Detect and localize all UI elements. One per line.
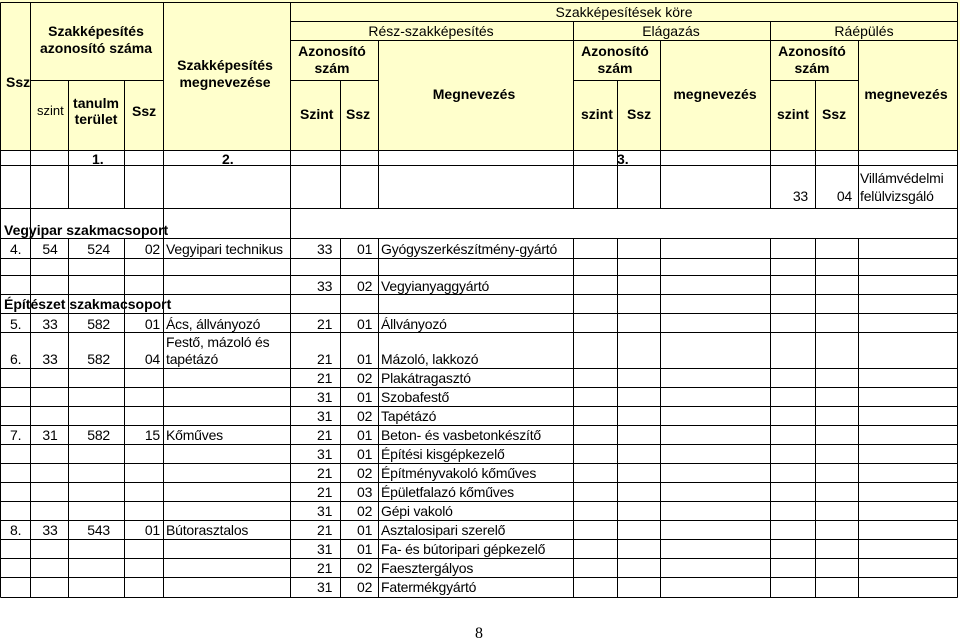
- section-vegyipar: Vegyipar szakmacsoport: [4, 222, 169, 238]
- row-8-terulet: 543: [87, 522, 110, 538]
- header-azonosito-line2: azonosító száma: [39, 40, 153, 56]
- header-resz-azonosito-line2: szám: [314, 60, 350, 76]
- row-5-resz-ssz: 01: [357, 316, 373, 332]
- row-4b-resz-ssz: 02: [357, 278, 373, 294]
- row-6-name-line1: Festő, mázoló és: [166, 334, 270, 350]
- header-resz: Rész-szakképesítés: [368, 23, 494, 39]
- row-6c-resz-ssz: 01: [357, 389, 373, 405]
- row-7-sorsz: 15: [144, 427, 160, 443]
- row-4-terulet: 524: [87, 241, 110, 257]
- row-6-resz-szint: 21: [317, 351, 333, 367]
- row-7d-resz-szint: 21: [317, 484, 333, 500]
- row-5-ssz: 5.: [10, 316, 22, 332]
- row-4-name: Vegyipari technikus: [166, 241, 283, 257]
- row-7-resz-ssz: 01: [357, 427, 373, 443]
- row-8b-resz-szint: 31: [317, 541, 333, 557]
- row-8c-resz-ssz: 02: [357, 560, 373, 576]
- header-raep-szint: szint: [777, 106, 809, 122]
- row-4-resz-name: Gyógyszerkészítmény-gyártó: [381, 241, 558, 257]
- row-7c-resz-name: Építményvakoló kőműves: [381, 465, 537, 481]
- row-7b-resz-szint: 31: [317, 446, 333, 462]
- row-8-ssz: 8.: [10, 522, 22, 538]
- row-5-resz-name: Állványozó: [381, 316, 447, 332]
- row-7c-resz-szint: 21: [317, 465, 333, 481]
- header-resz-megnevezes: Megnevezés: [432, 86, 516, 102]
- row-7-szint: 31: [42, 427, 58, 443]
- row-6c-resz-szint: 31: [317, 389, 333, 405]
- row-7b-resz-ssz: 01: [357, 446, 373, 462]
- row-6-terulet: 582: [87, 351, 110, 367]
- row-7b-resz-name: Építési kisgépkezelő: [381, 446, 505, 462]
- row-4-ssz: 4.: [10, 241, 22, 257]
- colnum-2: 2.: [222, 151, 234, 167]
- header-elagazas: Elágazás: [642, 23, 700, 39]
- raepules-name-line1: Villámvédelmi: [860, 170, 944, 186]
- header-resz-szint: Szint: [300, 106, 334, 122]
- row-8b-resz-name: Fa- és bútoripari gépkezelő: [381, 541, 546, 557]
- row-4-szint: 54: [42, 241, 58, 257]
- header-raep-azonosito-line2: szám: [794, 60, 830, 76]
- row-7e-resz-szint: 31: [317, 503, 333, 519]
- row-8c-resz-name: Faesztergályos: [381, 560, 474, 576]
- row-5-szint: 33: [42, 316, 58, 332]
- row-7d-resz-ssz: 03: [357, 484, 373, 500]
- row-7-ssz: 7.: [10, 427, 22, 443]
- row-6-ssz: 6.: [10, 351, 22, 367]
- row-7e-resz-name: Gépi vakoló: [381, 503, 453, 519]
- row-6c-resz-name: Szobafestő: [381, 389, 450, 405]
- header-elag-megnevezes: megnevezés: [673, 86, 757, 102]
- row-8b-resz-ssz: 01: [357, 541, 373, 557]
- section-epiteszet: Építészet szakmacsoport: [4, 296, 172, 312]
- row-7d-resz-name: Épületfalazó kőműves: [381, 484, 514, 500]
- row-5-resz-szint: 21: [317, 316, 333, 332]
- row-7c-resz-ssz: 02: [357, 465, 373, 481]
- row-6-sorsz: 04: [144, 351, 160, 367]
- raepules-ssz: 04: [836, 188, 852, 204]
- row-8d-resz-szint: 31: [317, 579, 333, 595]
- header-ssz: Ssz: [6, 74, 31, 90]
- row-6-name-line2: tapétázó: [166, 351, 219, 367]
- header-elag-ssz: Ssz: [627, 106, 652, 122]
- row-8-szint: 33: [42, 522, 58, 538]
- header-szint: szint: [37, 103, 64, 118]
- header-megnevezese-line2: megnevezése: [179, 74, 271, 90]
- row-6-resz-ssz: 01: [357, 351, 373, 367]
- header-elag-azonosito-line2: szám: [597, 60, 633, 76]
- row-4-resz-ssz: 01: [357, 241, 373, 257]
- row-8d-resz-name: Fatermékgyártó: [381, 579, 477, 595]
- raepules-name-line2: felülvizsgáló: [860, 188, 934, 204]
- header-raep-azonosito-line1: Azonosító: [778, 43, 846, 59]
- row-6-resz-name: Mázoló, lakkozó: [381, 351, 479, 367]
- page-number: 8: [475, 625, 483, 642]
- row-7-terulet: 582: [87, 427, 110, 443]
- header-elag-azonosito-line1: Azonosító: [581, 43, 649, 59]
- row-5-sorsz: 01: [144, 316, 160, 332]
- row-7-resz-name: Beton- és vasbetonkészítő: [381, 427, 541, 443]
- header-kore: Szakképesítések köre: [555, 4, 693, 20]
- header-resz-azonosito-line1: Azonosító: [298, 43, 366, 59]
- header-azonosito-line1: Szakképesítés: [48, 23, 144, 39]
- header-elag-szint: szint: [581, 106, 613, 122]
- header-megnevezese-line1: Szakképesítés: [177, 57, 273, 73]
- row-6-szint: 33: [42, 351, 58, 367]
- header-raep-ssz: Ssz: [822, 106, 847, 122]
- row-8-resz-szint: 21: [317, 522, 333, 538]
- colnum-3: 3.: [617, 151, 629, 167]
- row-6d-resz-ssz: 02: [357, 408, 373, 424]
- header-resz-ssz: Ssz: [346, 106, 371, 122]
- row-8-resz-ssz: 01: [357, 522, 373, 538]
- row-4-resz-szint: 33: [317, 241, 333, 257]
- row-7e-resz-ssz: 02: [357, 503, 373, 519]
- row-6d-resz-szint: 31: [317, 408, 333, 424]
- header-tanulm-line1: tanulm: [73, 95, 119, 111]
- row-7-name: Kőműves: [166, 427, 223, 443]
- row-8-sorsz: 01: [144, 522, 160, 538]
- row-6b-resz-ssz: 02: [357, 370, 373, 386]
- row-4-sorsz: 02: [144, 241, 160, 257]
- row-4b-resz-szint: 33: [317, 278, 333, 294]
- header-raepules: Ráépülés: [834, 23, 894, 39]
- header-raep-megnevezes: megnevezés: [864, 86, 948, 102]
- header-tanulm-line2: terület: [74, 111, 118, 127]
- row-8-name: Bútorasztalos: [166, 522, 249, 538]
- row-8c-resz-szint: 21: [317, 560, 333, 576]
- row-8d-resz-ssz: 02: [357, 579, 373, 595]
- header-ssz-2: Ssz: [132, 103, 157, 119]
- row-8-resz-name: Asztalosipari szerelő: [381, 522, 506, 538]
- row-6b-resz-szint: 21: [317, 370, 333, 386]
- row-7-resz-szint: 21: [317, 427, 333, 443]
- row-6b-resz-name: Plakátragasztó: [381, 370, 471, 386]
- row-6d-resz-name: Tapétázó: [381, 408, 437, 424]
- row-5-terulet: 582: [87, 316, 110, 332]
- row-5-name: Ács, állványozó: [166, 316, 261, 332]
- raepules-szint: 33: [792, 188, 808, 204]
- colnum-1: 1.: [92, 151, 104, 167]
- row-4b-resz-name: Vegyianyaggyártó: [381, 278, 490, 294]
